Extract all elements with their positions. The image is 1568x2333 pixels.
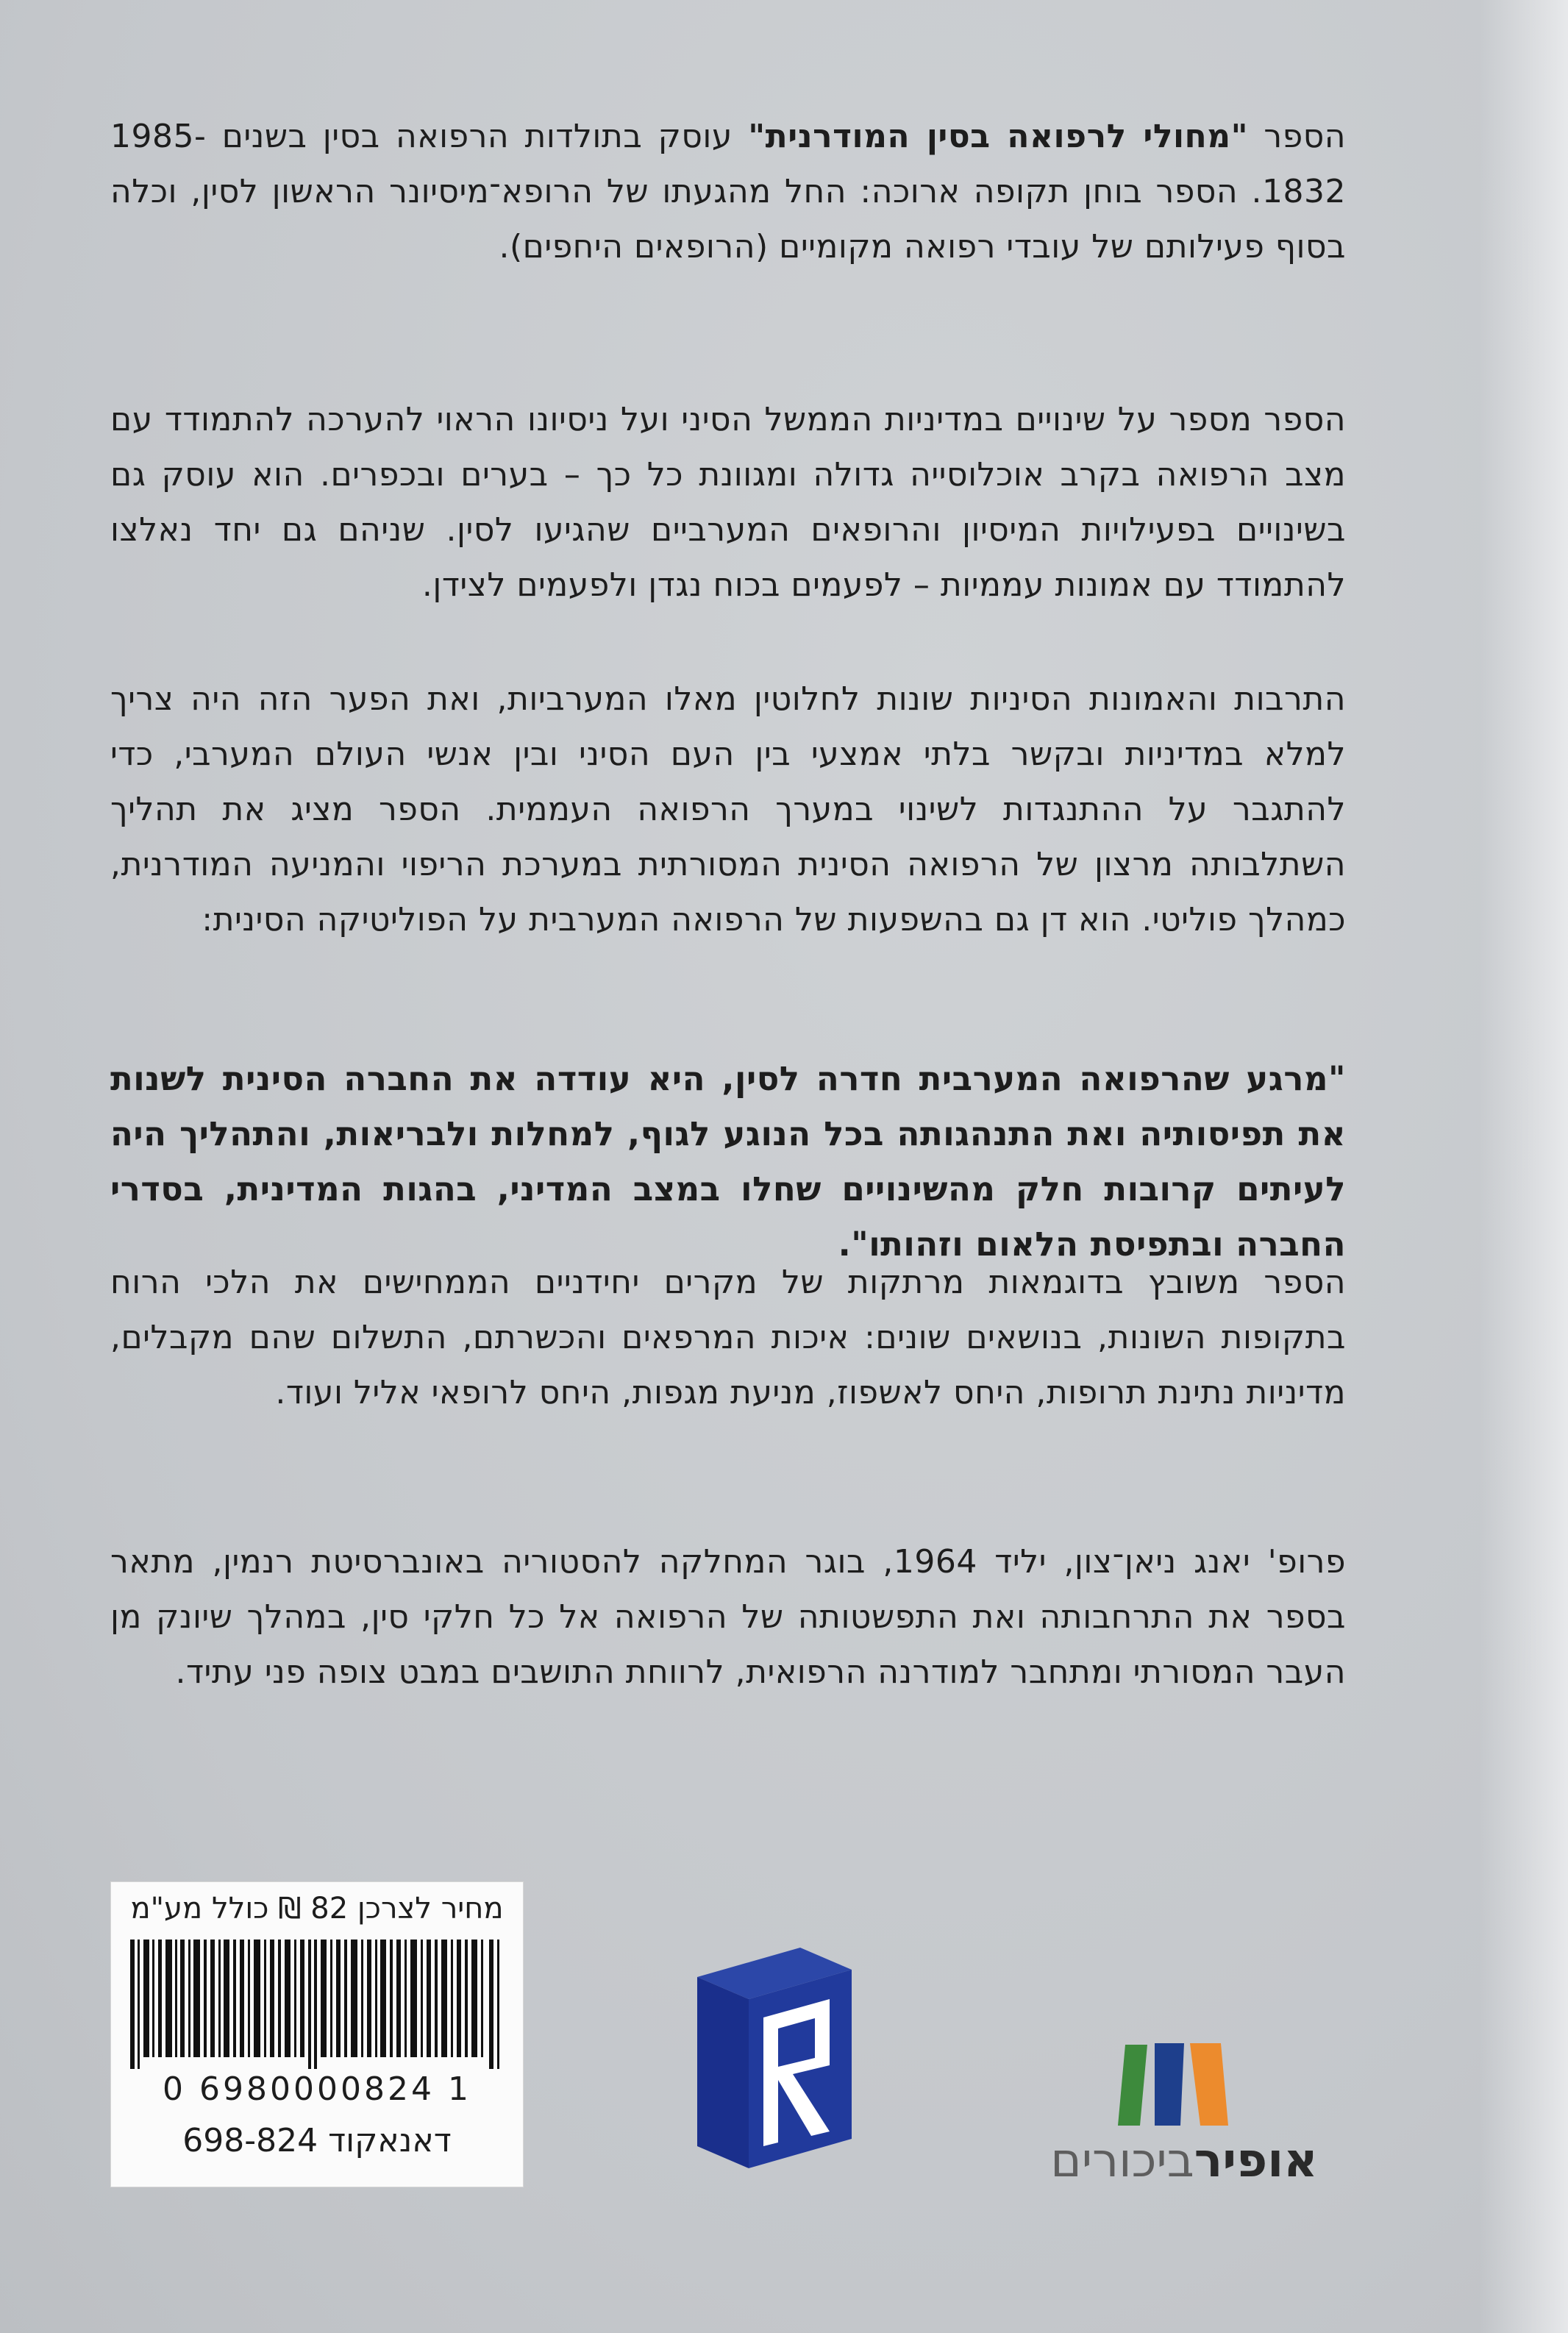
paragraph-culture-text: התרבות והאמונות הסיניות שונות לחלוטין מאלו המערביות, ואת הפער הזה היה צריך למלא במדיניות ובקשר בלתי אמצעי בין העם הסיני ובין אנשי העולם המערבי, כדי להתגבר על ההתנגדות לשינוי במערך הרפואה העממית. הספר מציג את תהליך השתלבותה מרצון של הרפואה הסינית המסורתית במערכת הריפוי והמניעה המודרנית, כמהלך פוליטי. הוא דן גם בהשפעות של הרפואה המערבית על הפוליטיקה הסינית: bbox=[110, 680, 1346, 938]
intro-rest: עוסק בתולדות הרפואה בסין בשנים 1985-1832. הספר בוחן תקופה ארוכה: החל מהגעתו של הרופא־מיסיונר הראשון לסין, וכלה בסוף פעילותם של עובדי רפואה מקומיים (הרופאים היחפים). bbox=[110, 118, 1346, 266]
cover-edge-highlight bbox=[1480, 0, 1568, 2333]
paragraph-policy bbox=[110, 392, 1346, 613]
book-title-inline: "מחולי לרפואה בסין המודרנית" bbox=[748, 118, 1249, 155]
barcode-code: דאנאקוד 698-824 bbox=[182, 2122, 452, 2159]
barcode-icon bbox=[130, 1940, 504, 2069]
paragraph-author bbox=[110, 1534, 1346, 1700]
publisher-name bbox=[1008, 2131, 1361, 2190]
paragraph-culture bbox=[110, 672, 1346, 947]
intro-prefix: הספר bbox=[1248, 118, 1346, 155]
books-icon bbox=[1008, 2037, 1361, 2133]
publisher-name-strong: אופיר bbox=[1194, 2134, 1318, 2188]
price-barcode-box bbox=[110, 1881, 524, 2187]
paragraph-intro bbox=[110, 109, 1346, 274]
barcode-digits: 0 6980000824 1 bbox=[163, 2070, 471, 2108]
quote-text: "מרגע שהרפואה המערבית חדרה לסין, היא עודדה את החברה הסינית לשנות את תפיסותיה ואת התנהגותה בכל הנוגע לגוף, למחלות ולבריאות, והתהליך היה לעיתים קרובות חלק מהשינויים שחלו במצב המדיני, בהגות המדינית, בסדרי החברה ובתפיסת הלאום וזהותו". bbox=[110, 1059, 1346, 1264]
quote-block bbox=[110, 1051, 1346, 1272]
publisher-logo bbox=[1008, 2037, 1361, 2199]
paragraph-policy-text: הספר מספר על שינויים במדיניות הממשל הסיני ועל ניסיונו הראוי להערכה להתמודד עם מצב הרפואה בקרב אוכלוסייה גדולה ומגוונת כל כך – בערים ובכפרים. הוא עוסק גם בשינויים בפעילויות המיסיון והרופאים המערביים שהגיעו לסין. שניהם גם יחד נאלצו להתמודד עם אמונות עממיות – לפעמים בכוח נגדן ולפעמים לצידן. bbox=[110, 401, 1346, 604]
paragraph-author-text: פרופ' יאנג ניאן־צון, יליד 1964, בוגר המחלקה להסטוריה באונברסיטת רנמין, מתאר בספר את התרחבותה ואת התפשטותה של הרפואה אל כל חלקי סין, במהלך שיונק מן העבר המסורתי ומתחבר למודרנה הרפואית, לרווחת התושבים במבט צופה פני עתיד. bbox=[110, 1543, 1346, 1691]
publisher-name-light: ביכורים bbox=[1050, 2134, 1194, 2188]
paragraph-examples-text: הספר משובץ בדוגמאות מרתקות של מקרים יחידניים הממחישים את הלכי הרוח בתקופות השונות, בנושאים שונים: איכות המרפאים והכשרתם, התשלום שהם מקבלים, מדיניות נתינת תרופות, היחס לאשפוז, מניעת מגפות, היחס לרופאי אליל ועוד. bbox=[110, 1264, 1346, 1411]
price-label: מחיר לצרכן 82 ₪ כולל מע"מ bbox=[130, 1892, 504, 1926]
paragraph-examples bbox=[110, 1255, 1346, 1420]
series-logo-icon bbox=[683, 1948, 859, 2176]
